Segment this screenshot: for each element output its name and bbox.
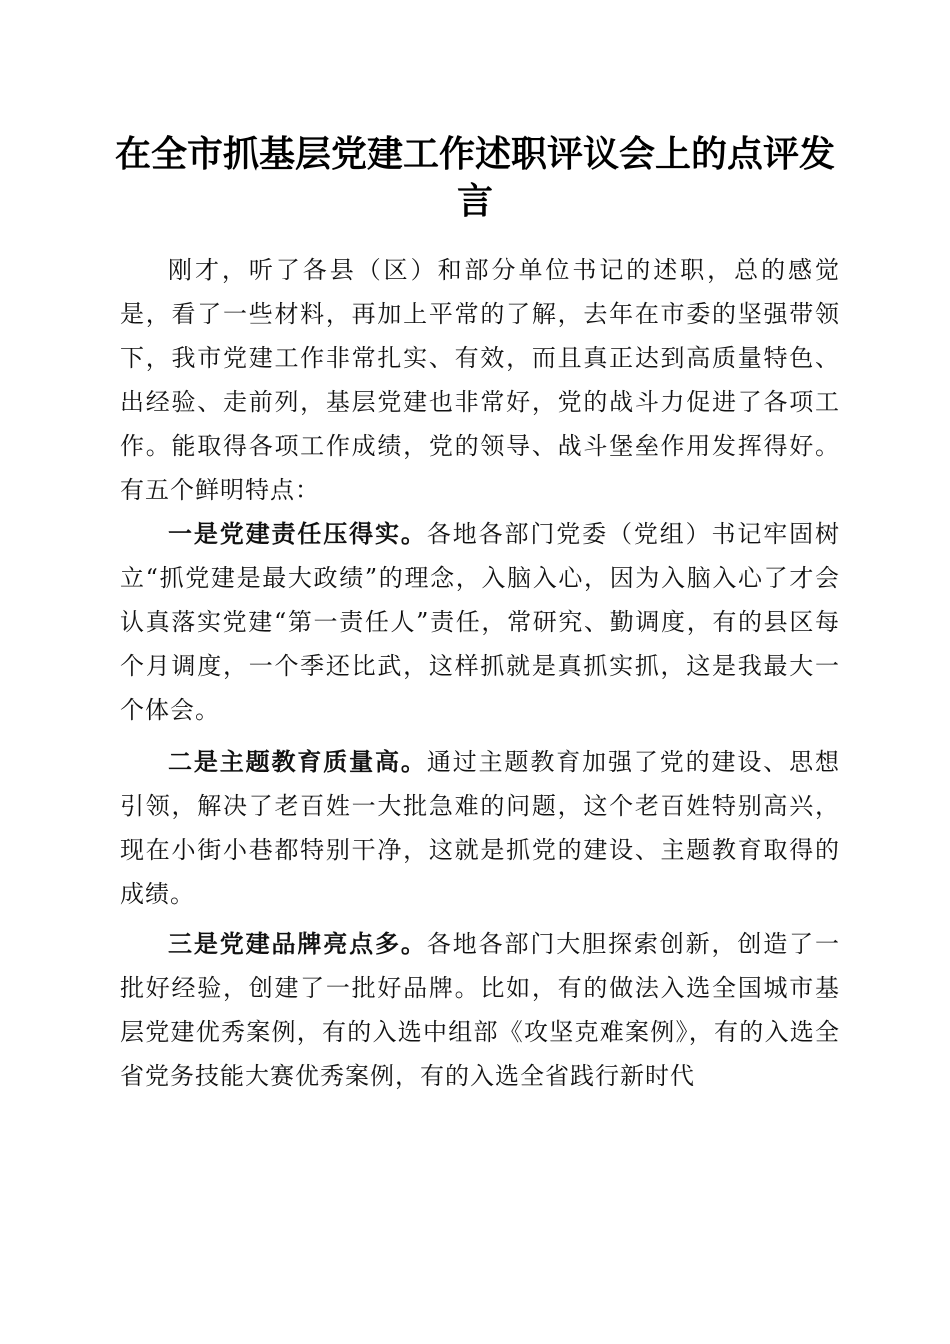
paragraph-point-one xyxy=(120,512,840,732)
paragraph-text: 刚才，听了各县（区）和部分单位书记的述职，总的感觉是，看了一些材料，再加上平常的了解，去年在市委的坚强带领下，我市党建工作非常扎实、有效，而且真正达到高质量特色、出经验、走前列，基层党建也非常好，党的战斗力促进了各项工作。能取得各项工作成绩，党的领导、战斗堡垒作用发挥得好。有五个鲜明特点： xyxy=(120,256,840,504)
document-body xyxy=(120,248,840,1106)
document-title: 在全市抓基层党建工作述职评议会上的点评发言 xyxy=(115,133,836,222)
paragraph-lead: 二是主题教育质量高。 xyxy=(168,747,427,776)
paragraph-text: 各地各部门大胆探索创新，创造了一批好经验，创建了一批好品牌。比如，有的做法入选全国城市基层党建优秀案例，有的入选中组部《攻坚克难案例》，有的入选全省党务技能大赛优秀案例，有的入选全省践行新时代 xyxy=(120,930,841,1090)
paragraph-point-three xyxy=(120,922,840,1098)
paragraph-lead: 一是党建责任压得实。 xyxy=(168,519,427,548)
paragraph-point-two xyxy=(120,740,840,916)
paragraph-lead: 三是党建品牌亮点多。 xyxy=(168,929,427,958)
paragraph-intro xyxy=(120,248,840,512)
paragraph-text: 各地各部门党委（党组）书记牢固树立“抓党建是最大政绩”的理念，入脑入心，因为入脑入心了才会认真落实党建“第一责任人”责任，常研究、勤调度，有的县区每个月调度，一个季还比武，这样抓就是真抓实抓，这是我最大一个体会。 xyxy=(120,520,841,724)
paragraph-text: 通过主题教育加强了党的建设、思想引领，解决了老百姓一大批急难的问题，这个老百姓特别高兴，现在小街小巷都特别干净，这就是抓党的建设、主题教育取得的成绩。 xyxy=(120,748,841,908)
